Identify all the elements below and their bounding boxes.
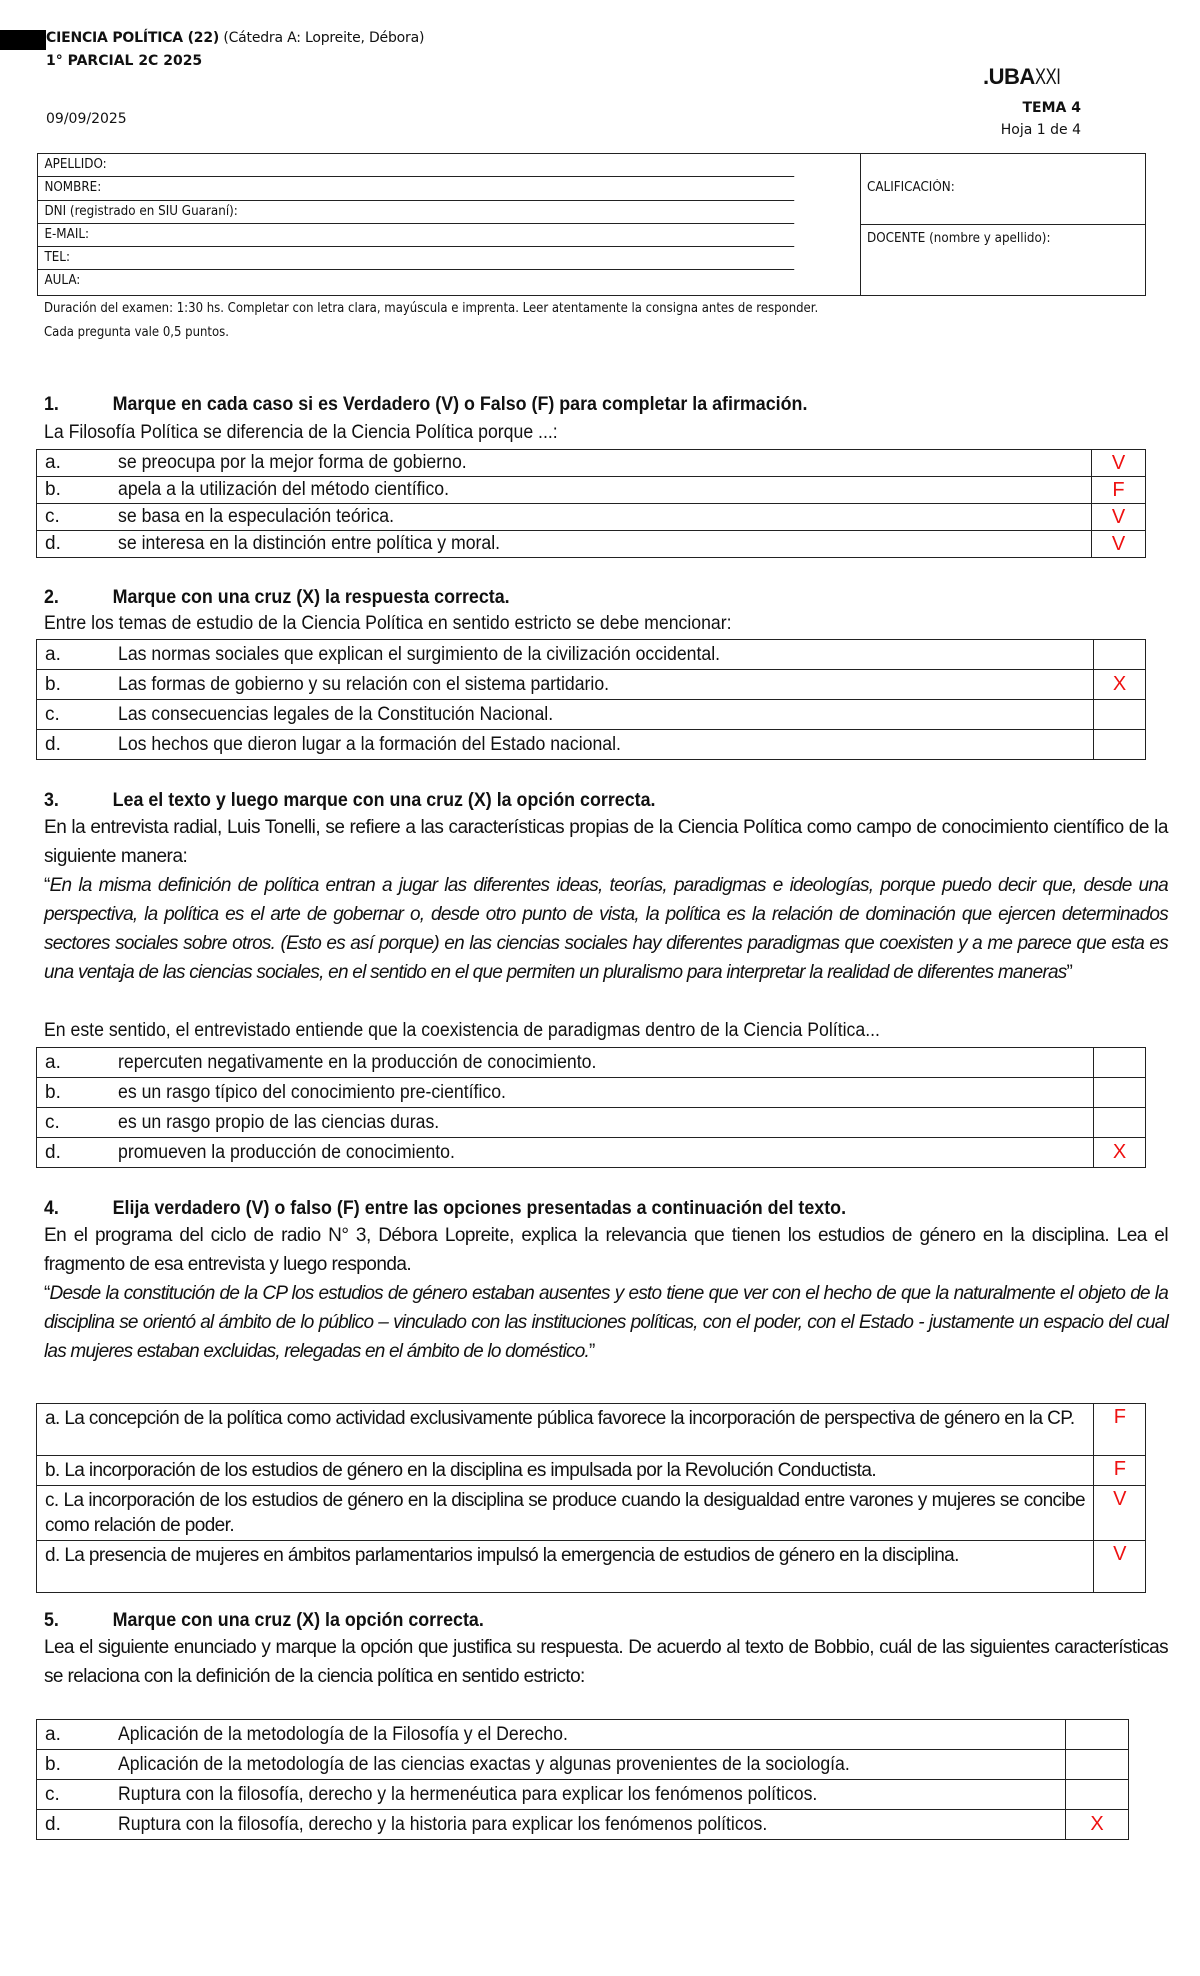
option-row	[37, 1456, 1146, 1486]
quote-open: “	[44, 1283, 50, 1304]
question-number: 2.	[44, 587, 59, 608]
option-row	[37, 1810, 1129, 1840]
field-label: AULA:	[44, 273, 81, 289]
option-text: Las consecuencias legales de la Constitución Nacional.	[118, 703, 554, 725]
question-1-stem: La Filosofía Política se diferencia de la Ciencia Política porque ...:	[44, 422, 558, 443]
option-row	[37, 1720, 1129, 1750]
option-text: se basa en la especulación teórica.	[118, 506, 395, 527]
question-2-options	[36, 639, 1146, 760]
exam-date: 09/09/2025	[46, 111, 127, 127]
option-text: se preocupa por la mejor forma de gobierno.	[118, 452, 467, 473]
option-label: b.	[45, 1753, 61, 1775]
answer-cell[interactable]	[1094, 1078, 1146, 1108]
answer-cell[interactable]	[1094, 1048, 1146, 1078]
question-3-options	[36, 1047, 1146, 1168]
option-text: apela a la utilización del método científico.	[118, 479, 450, 500]
option-label: d.	[45, 1141, 61, 1163]
quote-close: ”	[588, 1341, 595, 1362]
answer-cell[interactable]: F	[1092, 477, 1146, 504]
student-fields	[38, 154, 860, 295]
question-number: 1.	[44, 394, 59, 415]
field-label: DNI (registrado en SIU Guaraní):	[44, 203, 238, 219]
question-4-quote	[44, 1279, 1168, 1366]
quote-open: “	[44, 875, 50, 896]
field-label: TEL:	[44, 250, 70, 266]
question-3-intro: En la entrevista radial, Luis Tonelli, se refiere a las características propias de la Ciencia Política como campo de conocimiento científico de la siguiente manera:	[44, 817, 1168, 867]
student-info-table	[37, 153, 1146, 296]
option-body	[37, 1750, 1066, 1780]
option-text: b. La incorporación de los estudios de género en la disciplina es impulsada por la Revolución Conductista.	[37, 1456, 1094, 1486]
option-text: se interesa en la distinción entre política y moral.	[118, 533, 501, 554]
answer-cell[interactable]: X	[1094, 670, 1146, 700]
question-5-options	[36, 1719, 1129, 1840]
option-text: Las normas sociales que explican el surgimiento de la civilización occidental.	[118, 643, 721, 665]
tema-label: TEMA 4	[1022, 100, 1081, 116]
redacted-block	[0, 30, 46, 50]
option-label: b.	[45, 673, 61, 695]
option-text: promueven la producción de conocimiento.	[118, 1141, 455, 1163]
option-row	[37, 1078, 1146, 1108]
option-row	[37, 1750, 1129, 1780]
option-row	[37, 670, 1146, 700]
answer-cell[interactable]	[1094, 700, 1146, 730]
option-body	[37, 1048, 1094, 1078]
option-text: es un rasgo típico del conocimiento pre-científico.	[118, 1081, 506, 1103]
quote-close: ”	[1066, 962, 1073, 983]
question-number: 3.	[44, 790, 59, 811]
option-label: b.	[45, 479, 61, 500]
option-text: c. La incorporación de los estudios de género en la disciplina se produce cuando la desigualdad entre varones y mujeres se concibe como relación de poder.	[37, 1486, 1094, 1541]
option-row	[37, 450, 1146, 477]
answer-cell[interactable]: V	[1092, 531, 1146, 558]
question-1-options	[36, 449, 1146, 558]
question-title-text: Lea el texto y luego marque con una cruz (X) la opción correcta.	[112, 790, 656, 811]
option-row	[37, 504, 1146, 531]
question-title-text: Marque con una cruz (X) la respuesta correcta.	[112, 587, 510, 608]
option-row	[37, 730, 1146, 760]
field-label: CALIFICACIÓN:	[867, 180, 955, 195]
option-text: Aplicación de la metodología de la Filosofía y el Derecho.	[118, 1723, 568, 1745]
option-label: d.	[45, 1813, 61, 1835]
course-title	[46, 30, 424, 46]
answer-cell[interactable]	[1094, 1108, 1146, 1138]
option-label: a.	[45, 1051, 61, 1073]
option-label: c.	[45, 1111, 60, 1133]
question-5-title	[44, 1610, 484, 1632]
question-number: 5.	[44, 1610, 59, 1631]
logo-xxi: XXI	[1034, 64, 1061, 89]
answer-cell[interactable]: X	[1066, 1810, 1129, 1840]
option-label: d.	[45, 733, 61, 755]
question-1-title	[44, 394, 807, 416]
question-3-stem: En este sentido, el entrevistado entiende que la coexistencia de paradigmas dentro de la Ciencia Política...	[44, 1020, 880, 1041]
option-row	[37, 1780, 1129, 1810]
option-body	[37, 670, 1094, 700]
option-body	[37, 531, 1092, 558]
question-5-intro: Lea el siguiente enunciado y marque la opción que justifica su respuesta. De acuerdo al texto de Bobbio, cuál de las siguientes características se relaciona con la definición de la ciencia política en sentido estricto:	[44, 1637, 1168, 1687]
option-text: a. La concepción de la política como actividad exclusivamente pública favorece la incorporación de perspectiva de género en la CP.	[37, 1404, 1094, 1456]
answer-cell[interactable]: V	[1094, 1486, 1146, 1541]
option-row	[37, 1486, 1146, 1541]
option-label: a.	[45, 1723, 61, 1745]
option-row	[37, 531, 1146, 558]
answer-cell[interactable]	[1066, 1720, 1129, 1750]
grading-fields	[860, 154, 1145, 295]
question-title-text: Marque con una cruz (X) la opción correcta.	[112, 1610, 484, 1631]
question-3-quote	[44, 871, 1168, 987]
course-name: CIENCIA POLÍTICA (22)	[46, 30, 220, 46]
question-4-options	[36, 1403, 1146, 1593]
option-row	[37, 477, 1146, 504]
answer-cell[interactable]: F	[1094, 1456, 1146, 1486]
option-body	[37, 700, 1094, 730]
field-tel[interactable]	[38, 247, 794, 270]
option-body	[37, 1780, 1066, 1810]
option-body	[37, 1108, 1094, 1138]
option-row	[37, 1138, 1146, 1168]
option-row	[37, 1048, 1146, 1078]
question-4-title	[44, 1198, 846, 1220]
option-body	[37, 640, 1094, 670]
option-text: Ruptura con la filosofía, derecho y la hermenéutica para explicar los fenómenos políticos.	[118, 1783, 818, 1805]
option-label: a.	[45, 452, 61, 473]
question-title-text: Elija verdadero (V) o falso (F) entre las opciones presentadas a continuación del texto.	[112, 1198, 847, 1219]
option-text: Las formas de gobierno y su relación con el sistema partidario.	[118, 673, 610, 695]
field-label: NOMBRE:	[44, 180, 102, 196]
quote-text: En la misma definición de política entran a jugar las diferentes ideas, teorías, paradigmas e ideologías, porque puedo decir que, desde una perspectiva, la política es el arte de gobernar o, desde otro punto de vista, la política es la relación de dominación que ejercen determinados sectores sociales sobre otros. (Esto es así porque) en las ciencias sociales hay diferentes paradigmas que coexisten y a me parece que esta es una ventaja de las ciencias sociales, en el sentido en el que permiten un pluralismo para interpretar la realidad de diferentes maneras	[44, 875, 1168, 983]
quote-text: Desde la constitución de la CP los estudios de género estaban ausentes y esto tiene que ver con el hecho de que la naturalmente el objeto de la disciplina se orientó al ámbito de lo público – vinculado con las instituciones políticas, con el poder, con el Estado - justamente un espacio del cual las mujeres estaban excluidas, relegadas en el ámbito de lo doméstico.	[44, 1283, 1168, 1362]
field-label: APELLIDO:	[44, 157, 107, 172]
answer-cell[interactable]	[1066, 1750, 1129, 1780]
field-nombre[interactable]	[38, 177, 794, 200]
instructions-line-1: Duración del examen: 1:30 hs. Completar con letra clara, mayúscula e imprenta. Leer atentamente la consigna antes de responder.	[44, 301, 819, 316]
answer-cell[interactable]: V	[1094, 1541, 1146, 1593]
option-text: Los hechos que dieron lugar a la formación del Estado nacional.	[118, 733, 621, 755]
answer-cell[interactable]	[1066, 1780, 1129, 1810]
question-4-intro: En el programa del ciclo de radio N° 3, Débora Lopreite, explica la relevancia que tienen los estudios de género en la disciplina. Lea el fragmento de esa entrevista y luego responda.	[44, 1225, 1168, 1275]
field-apellido[interactable]	[38, 154, 794, 177]
field-docente[interactable]	[861, 225, 1145, 246]
answer-cell[interactable]: X	[1094, 1138, 1146, 1168]
option-row	[37, 640, 1146, 670]
answer-cell[interactable]	[1094, 730, 1146, 760]
page-indicator: Hoja 1 de 4	[1000, 122, 1081, 138]
option-label: b.	[45, 1081, 61, 1103]
field-label: E-MAIL:	[44, 226, 90, 242]
option-text: d. La presencia de mujeres en ámbitos parlamentarios impulsó la emergencia de estudios de género en la disciplina.	[37, 1541, 1094, 1593]
instructions-line-2: Cada pregunta vale 0,5 puntos.	[44, 325, 229, 340]
option-text: repercuten negativamente en la producción de conocimiento.	[118, 1051, 597, 1073]
option-label: c.	[45, 703, 60, 725]
answer-cell[interactable]: V	[1092, 504, 1146, 531]
field-calificacion[interactable]	[861, 154, 1145, 225]
exam-name: 1° PARCIAL 2C 2025	[46, 53, 203, 69]
option-row	[37, 1541, 1146, 1593]
option-body	[37, 730, 1094, 760]
field-dni[interactable]	[38, 201, 794, 224]
option-body	[37, 1720, 1066, 1750]
option-body	[37, 450, 1092, 477]
question-2-title	[44, 587, 510, 609]
question-number: 4.	[44, 1198, 59, 1219]
field-aula[interactable]	[38, 270, 794, 293]
option-body	[37, 1138, 1094, 1168]
option-text: Aplicación de la metodología de las ciencias exactas y algunas provenientes de la sociología.	[118, 1753, 850, 1775]
option-row	[37, 700, 1146, 730]
question-title-text: Marque en cada caso si es Verdadero (V) o Falso (F) para completar la afirmación.	[112, 394, 808, 415]
option-label: c.	[45, 506, 60, 527]
option-row	[37, 1108, 1146, 1138]
uba-xxi-logo	[983, 64, 1069, 90]
logo-uba: .UBA	[983, 64, 1035, 89]
field-email[interactable]	[38, 224, 794, 247]
option-body	[37, 504, 1092, 531]
option-row	[37, 1404, 1146, 1456]
answer-cell[interactable]: F	[1094, 1404, 1146, 1456]
question-3-title	[44, 790, 655, 812]
option-label: d.	[45, 533, 61, 554]
option-body	[37, 477, 1092, 504]
option-text: es un rasgo propio de las ciencias duras.	[118, 1111, 440, 1133]
course-chair: (Cátedra A: Lopreite, Débora)	[219, 30, 425, 46]
question-2-stem: Entre los temas de estudio de la Ciencia Política en sentido estricto se debe mencionar:	[44, 613, 732, 634]
option-body	[37, 1810, 1066, 1840]
field-label: DOCENTE (nombre y apellido):	[867, 231, 1051, 246]
option-label: c.	[45, 1783, 60, 1805]
option-text: Ruptura con la filosofía, derecho y la historia para explicar los fenómenos políticos.	[118, 1813, 768, 1835]
option-body	[37, 1078, 1094, 1108]
option-label: a.	[45, 643, 61, 665]
answer-cell[interactable]	[1094, 640, 1146, 670]
answer-cell[interactable]: V	[1092, 450, 1146, 477]
